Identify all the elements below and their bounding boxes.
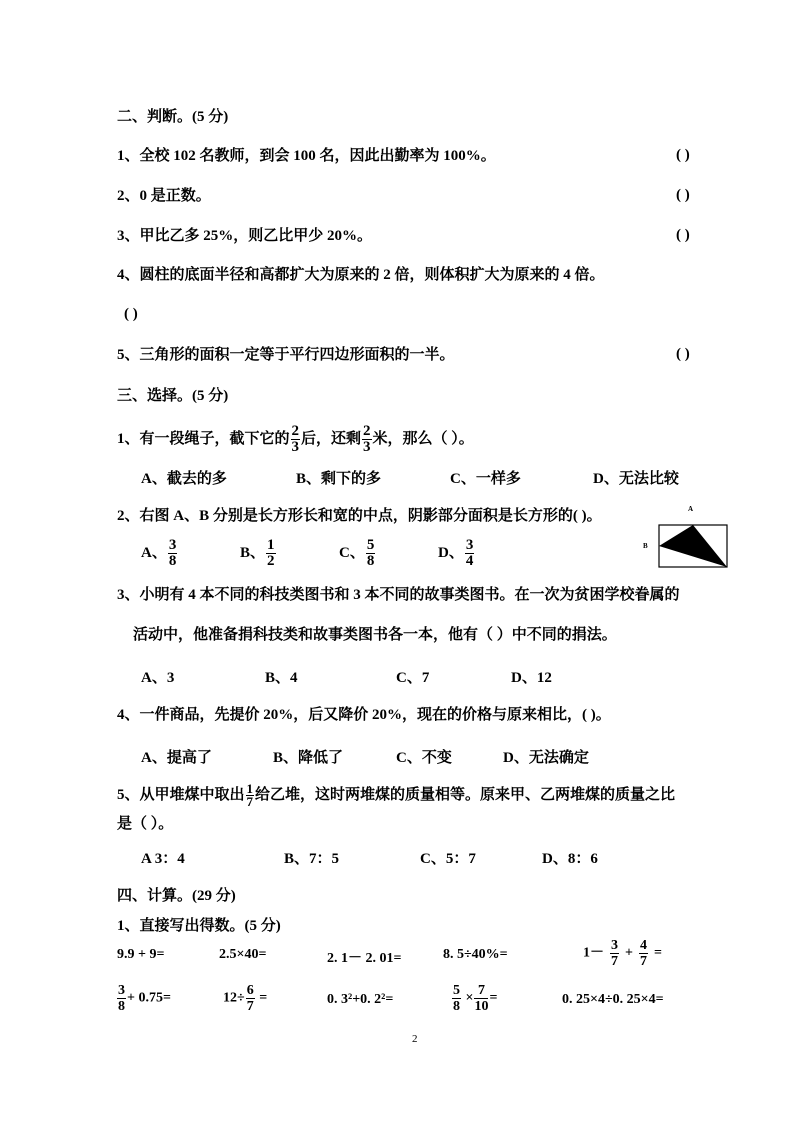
denominator: 7: [246, 999, 254, 1014]
fraction: [117, 983, 126, 1014]
calc-1: 9.9 + 9=: [117, 947, 165, 962]
figure-label-b: B: [643, 542, 648, 550]
fraction: [610, 938, 619, 969]
denominator: 7: [639, 954, 647, 969]
calc-3: 2. 1－ 2. 01=: [327, 951, 402, 966]
calc-2: 2.5×40=: [219, 947, 267, 962]
numerator: 3: [465, 537, 474, 553]
calc-sub1-heading: 1、直接写出得数。(5 分): [117, 918, 281, 934]
q4-option-b[interactable]: B、降低了: [273, 750, 344, 766]
numerator: 2: [291, 423, 300, 439]
fraction: [465, 538, 475, 569]
q2-option-b[interactable]: [240, 538, 277, 569]
calc-text: 1－: [583, 945, 604, 961]
fraction: [366, 538, 376, 569]
calc-5: [583, 938, 662, 969]
calc-9: [451, 983, 497, 1014]
numerator: 3: [118, 983, 125, 998]
q1-option-d[interactable]: D、无法比较: [593, 471, 679, 487]
q1-text-c: 米，那么（ ）。: [372, 430, 474, 447]
answer-paren-3[interactable]: ( ): [676, 227, 690, 243]
numerator: 5: [366, 537, 375, 553]
figure-label-a: A: [688, 505, 694, 513]
answer-paren-2[interactable]: ( ): [676, 187, 690, 203]
numerator: 5: [453, 983, 460, 998]
calc-operator: +: [625, 945, 633, 961]
q1-option-c[interactable]: C、一样多: [450, 471, 521, 487]
judge-item-1: 1、全校 102 名教师，到会 100 名，因此出勤率为 100%。: [117, 148, 496, 164]
q1-option-b[interactable]: B、剩下的多: [296, 471, 382, 487]
q5-option-d[interactable]: D、8：6: [542, 851, 598, 867]
fraction: [246, 983, 255, 1014]
numerator: 1: [267, 537, 275, 553]
option-label: B、: [240, 544, 266, 561]
q4-option-a[interactable]: A、提高了: [141, 750, 212, 766]
shaded-triangle: [659, 525, 727, 567]
choice-q3-cont: 活动中，他准备捐科技类和故事类图书各一本，他有（ ）中不同的捐法。: [133, 627, 617, 643]
numerator: 3: [611, 938, 618, 953]
choice-q5-cont: 是（ ）。: [117, 816, 174, 832]
fraction: [474, 983, 488, 1014]
numerator: 4: [639, 938, 647, 953]
section-4-heading: 四、计算。(29 分): [117, 888, 236, 904]
judge-item-5: 5、三角形的面积一定等于平行四边形面积的一半。: [117, 347, 455, 363]
rectangle-triangle-figure: [640, 502, 732, 570]
denominator: 3: [363, 439, 371, 455]
denominator: 8: [366, 553, 375, 569]
fraction: [362, 424, 372, 455]
q2-option-c[interactable]: [339, 538, 376, 569]
q3-option-b[interactable]: B、4: [265, 670, 298, 686]
denominator: 3: [291, 439, 300, 455]
option-label: C、: [339, 544, 365, 561]
fraction: [452, 983, 461, 1014]
q5-text-b: 给乙堆，这时两堆煤的质量相等。原来甲、乙两堆煤的质量之比: [255, 786, 676, 803]
denominator: 8: [453, 999, 460, 1014]
calc-10: 0. 25×4÷0. 25×4=: [562, 992, 664, 1007]
page-number: 2: [412, 1033, 418, 1045]
q1-text-b: 后，还剩: [301, 430, 362, 447]
choice-q4: 4、一件商品，先提价 20%，后又降价 20%，现在的价格与原来相比，( )。: [117, 707, 611, 723]
calc-8: 0. 3²+0. 2²=: [327, 992, 394, 1007]
judge-item-2: 2、0 是正数。: [117, 188, 211, 204]
option-label: D、: [438, 544, 464, 561]
q1-text-a: 1、有一段绳子，截下它的: [117, 430, 290, 447]
q1-option-a[interactable]: A、截去的多: [141, 471, 227, 487]
section-2-heading: 二、判断。(5 分): [117, 109, 229, 125]
q4-option-c[interactable]: C、不变: [396, 750, 452, 766]
q2-option-d[interactable]: [438, 538, 475, 569]
calc-operator: ×: [462, 990, 474, 1006]
calc-equals: =: [255, 990, 268, 1006]
denominator: 7: [611, 954, 618, 969]
denominator: 8: [118, 999, 125, 1014]
q3-option-a[interactable]: A、3: [141, 670, 175, 686]
answer-paren-1[interactable]: ( ): [676, 147, 690, 163]
q5-option-a[interactable]: A 3：4: [141, 851, 185, 867]
calc-4: 8. 5÷40%=: [443, 947, 508, 962]
denominator: 4: [465, 553, 474, 569]
calc-6: [116, 983, 171, 1014]
calc-text: 12÷: [223, 990, 245, 1006]
numerator: 7: [474, 983, 488, 999]
calc-equals: =: [489, 990, 498, 1006]
calc-text: + 0.75=: [127, 990, 171, 1006]
choice-q1: [117, 424, 474, 455]
q3-option-c[interactable]: C、7: [396, 670, 430, 686]
calc-7: [223, 983, 267, 1014]
section-3-heading: 三、选择。(5 分): [117, 388, 229, 404]
q5-option-c[interactable]: C、5：7: [420, 851, 476, 867]
q3-option-d[interactable]: D、12: [511, 670, 552, 686]
judge-item-4: 4、圆柱的底面半径和高都扩大为原来的 2 倍，则体积扩大为原来的 4 倍。: [117, 267, 605, 283]
denominator: 10: [474, 999, 489, 1014]
choice-q2: 2、右图 A、B 分别是长方形长和宽的中点，阴影部分面积是长方形的( )。: [117, 508, 602, 524]
numerator: 1: [246, 781, 254, 796]
q4-option-d[interactable]: D、无法确定: [503, 750, 589, 766]
fraction: [266, 538, 276, 569]
q5-option-b[interactable]: B、7：5: [284, 851, 340, 867]
denominator: 7: [246, 794, 254, 809]
option-label: A、: [141, 544, 167, 561]
denominator: 2: [267, 553, 275, 569]
numerator: 2: [363, 423, 371, 439]
denominator: 8: [168, 553, 177, 569]
fraction: [291, 424, 301, 455]
numerator: 6: [246, 983, 254, 998]
q5-text-a: 5、从甲堆煤中取出: [117, 786, 245, 803]
fraction: [639, 938, 648, 969]
fraction: [168, 538, 178, 569]
answer-paren-4[interactable]: ( ): [124, 306, 138, 322]
judge-item-3: 3、甲比乙多 25%，则乙比甲少 20%。: [117, 228, 373, 244]
q2-option-a[interactable]: [141, 538, 178, 569]
calc-equals: =: [653, 945, 662, 961]
choice-q3: 3、小明有 4 本不同的科技类图书和 3 本不同的故事类图书。在一次为贫困学校眷属的: [117, 587, 680, 603]
fraction: [246, 783, 255, 808]
choice-q5: [117, 783, 675, 808]
numerator: 3: [168, 537, 177, 553]
answer-paren-5[interactable]: ( ): [676, 346, 690, 362]
